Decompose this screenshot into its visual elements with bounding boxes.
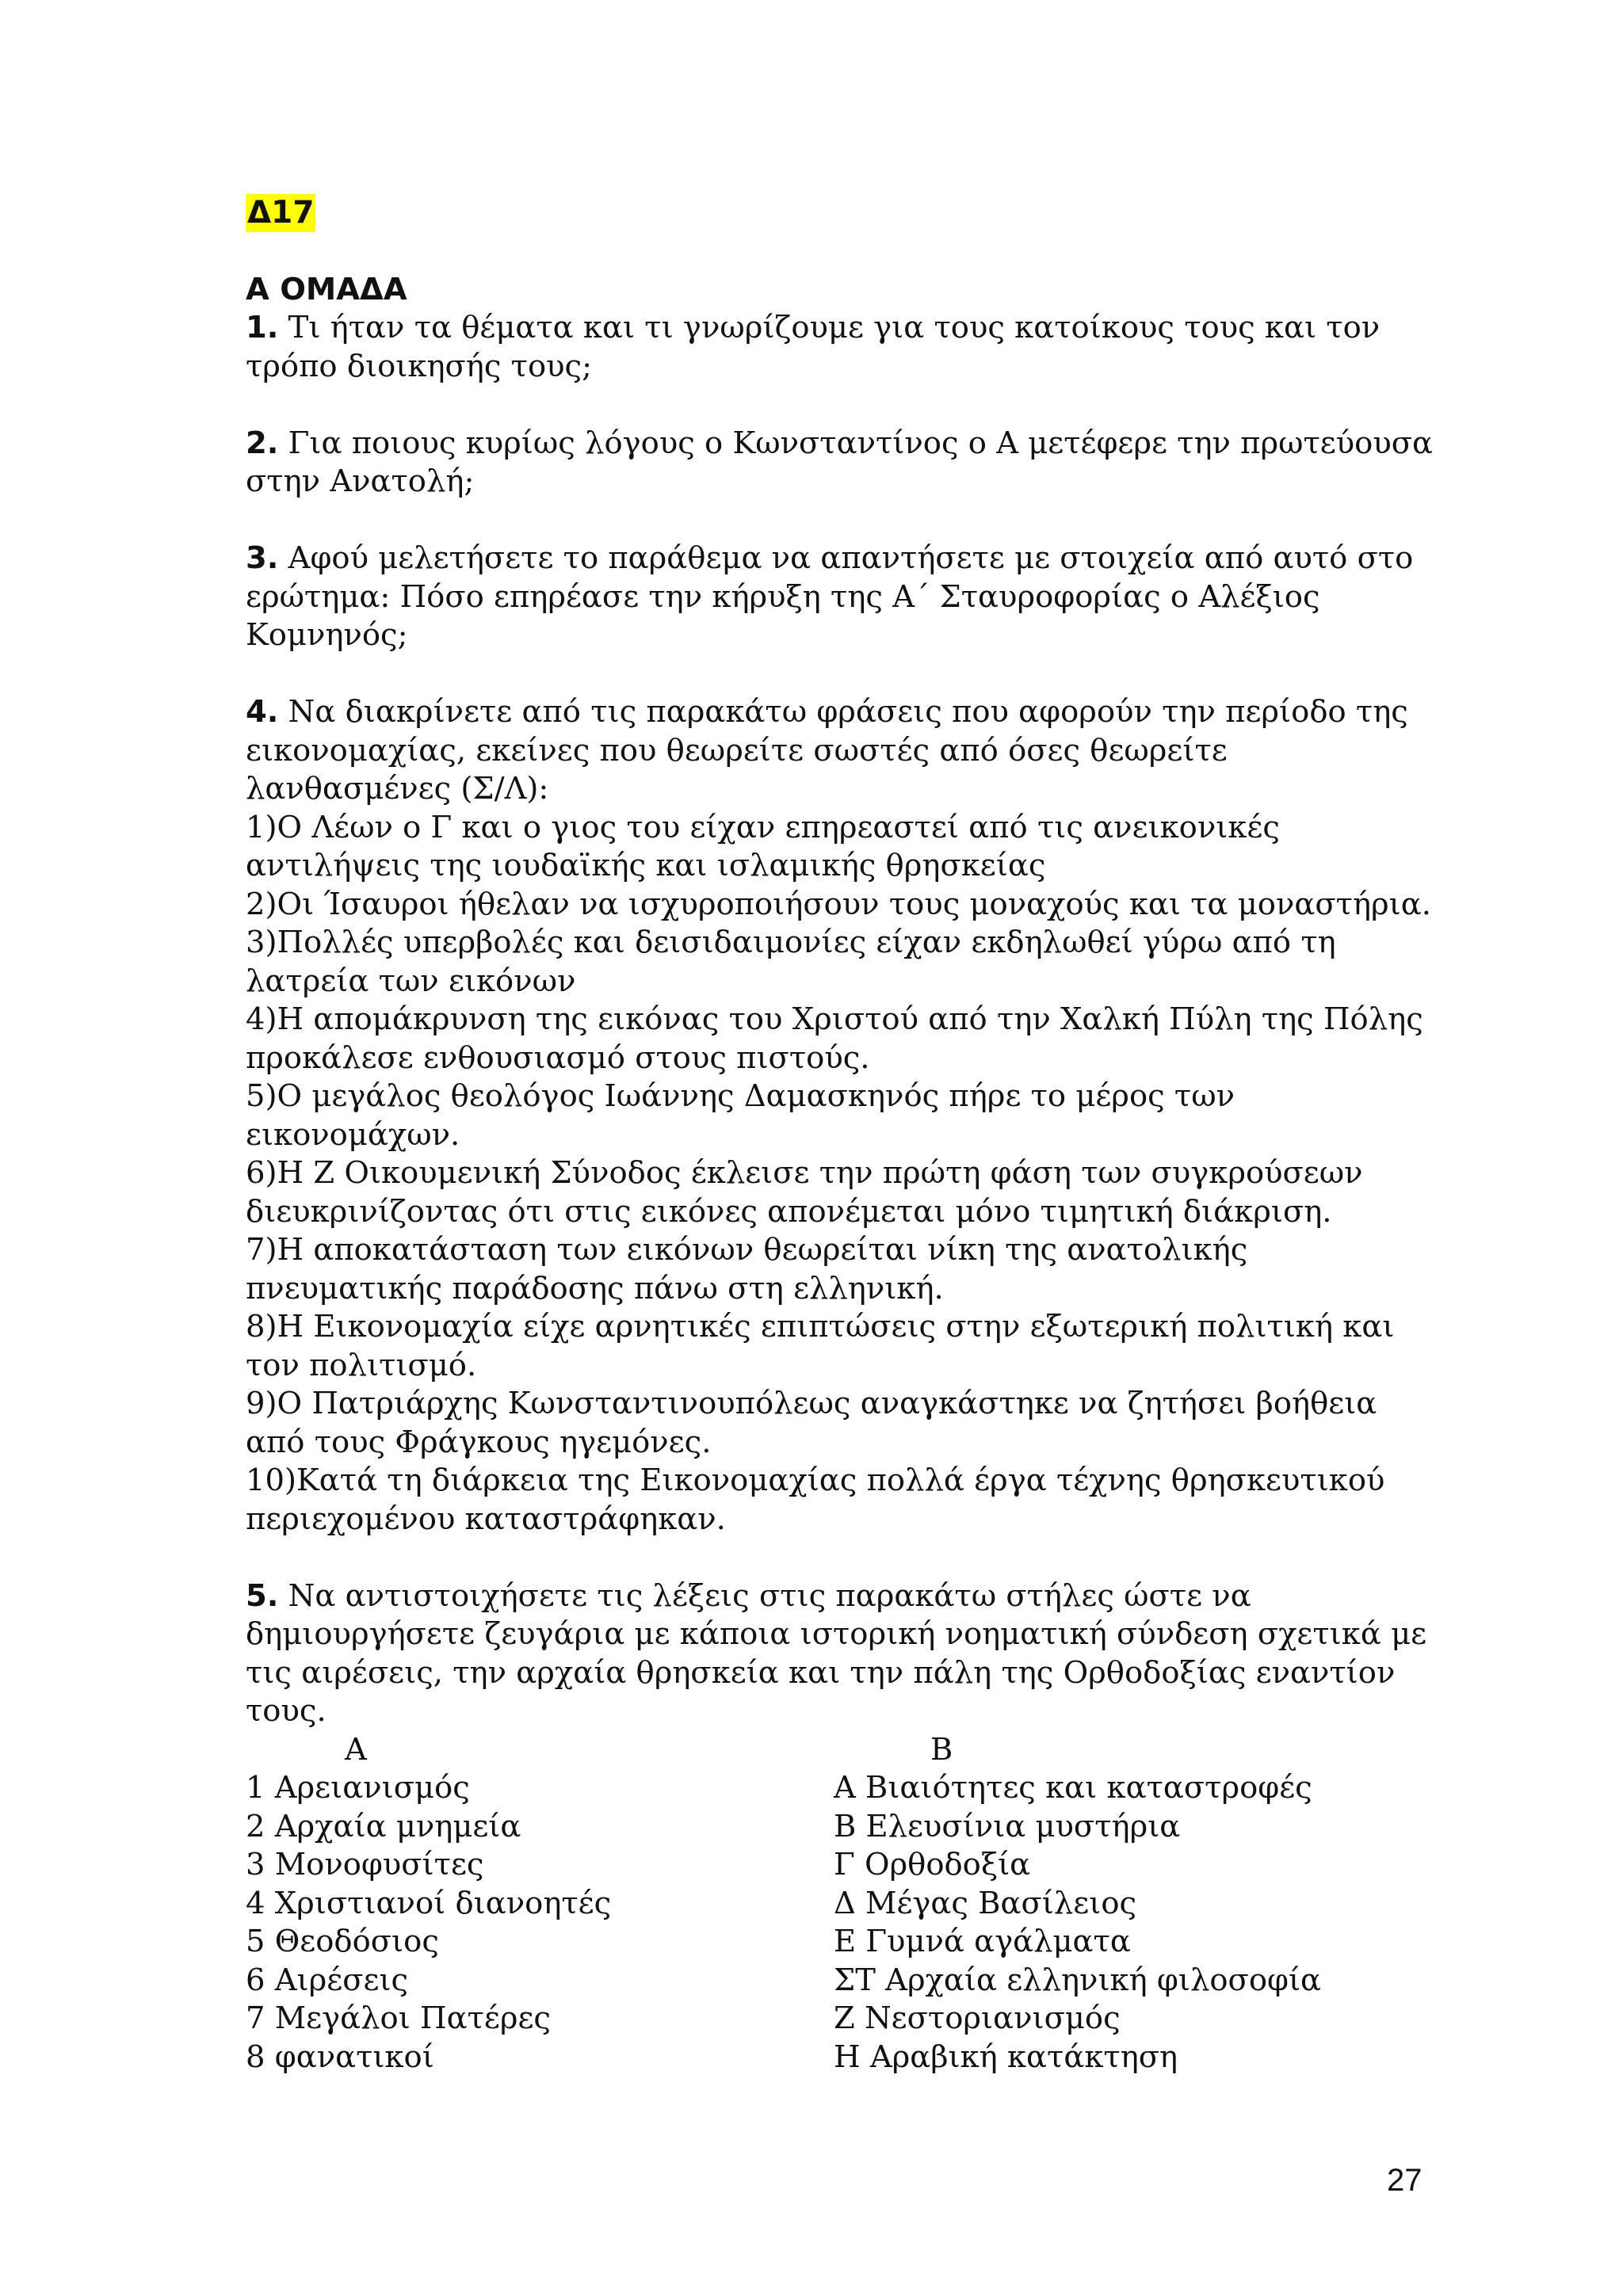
statement-5: 5)Ο μεγάλος θεολόγος Ιωάννης Δαμασκηνός πήρε το μέρος των εικονομάχων. [246, 1078, 1235, 1153]
column-b-item: Ζ Νεστοριανισμός [834, 2000, 1121, 2036]
column-b-header: Β [930, 1731, 953, 1768]
column-a-item: 2 Αρχαία μνημεία [246, 1808, 521, 1844]
question-number: 4. [246, 694, 279, 730]
column-b-item: Δ Μέγας Βασίλειος [834, 1885, 1137, 1921]
question-text: Τι ήταν τα θέματα και τι γνωρίζουμε για τους κατοίκους τους και τον τρόπο διοικησής τους; [246, 310, 1381, 384]
question-4 [246, 693, 1434, 1539]
document-code-highlight: Δ17 [247, 195, 315, 231]
column-a-item: 8 φανατικοί [246, 2039, 434, 2075]
column-a-item: 6 Αιρέσεις [246, 1962, 409, 1998]
question-number: 5. [246, 1577, 279, 1614]
statement-7: 7)Η αποκατάσταση των εικόνων θεωρείται νίκη της ανατολικής πνευματικής παράδοσης πάνω στη ελληνική. [246, 1232, 1248, 1306]
column-b-item: Β Ελευσίνια μυστήρια [834, 1808, 1181, 1844]
question-number: 1. [246, 310, 279, 345]
question-text: Για ποιους κυρίως λόγους ο Κωνσταντίνος ο Α μετέφερε την πρωτεύουσα στην Ανατολή; [246, 425, 1434, 499]
statement-6: 6)Η Ζ Οικουμενική Σύνοδος έκλεισε την πρώτη φάση των συγκρούσεων διευκρινίζοντας ότι στις εικόνες απονέμεται μόνο τιμητική διάκριση. [246, 1155, 1363, 1230]
question-3 [246, 540, 1434, 655]
statement-3: 3)Πολλές υπερβολές και δεισιδαιμονίες είχαν εκδηλωθεί γύρω από τη λατρεία των εικόνων [246, 925, 1336, 999]
column-b-item: ΣΤ Αρχαία ελληνική φιλοσοφία [834, 1962, 1322, 1998]
question-number: 3. [246, 540, 279, 576]
question-text: Να διακρίνετε από τις παρακάτω φράσεις που αφορούν την περίοδο της εικονομαχίας, εκείνες που θεωρείτε σωστές από όσες θεωρείτε λανθασμένες (Σ/Λ): [246, 694, 1408, 807]
statement-4: 4)Η απομάκρυνση της εικόνας του Χριστού από την Χαλκή Πύλη της Πόλης προκάλεσε ενθουσιασμό στους πιστούς. [246, 1001, 1423, 1076]
column-b-item: Α Βιαιότητες και καταστροφές [834, 1770, 1312, 1806]
matching-table [246, 1731, 1434, 2077]
column-b-item: Η Αραβική κατάκτηση [834, 2039, 1178, 2075]
statement-9: 9)Ο Πατριάρχης Κωνσταντινουπόλεως αναγκάστηκε να ζητήσει βοήθεια από τους Φράγκους ηγεμόνες. [246, 1386, 1377, 1460]
question-1 [246, 309, 1434, 386]
question-text: Αφού μελετήσετε το παράθεμα να απαντήσετε με στοιχεία από αυτό στο ερώτημα: Πόσο επηρέασε την κήρυξη της Α΄ Σταυροφορίας ο Αλέξιος Κομνηνός; [246, 540, 1414, 653]
statement-2: 2)Οι Ίσαυροι ήθελαν να ισχυροποιήσουν τους μοναχούς και τα μοναστήρια. [246, 886, 1431, 922]
column-b-item: Γ Ορθοδοξία [834, 1847, 1031, 1882]
document-code-line [246, 194, 1434, 233]
question-2 [246, 425, 1434, 502]
column-b-item: Ε Γυμνά αγάλματα [834, 1924, 1131, 1959]
column-a-item: 1 Αρειανισμός [246, 1770, 470, 1806]
column-a-header: Α [345, 1731, 367, 1768]
column-a-item: 4 Χριστιανοί διανοητές [246, 1885, 612, 1921]
group-title: Α ΟΜΑΔΑ [246, 271, 407, 307]
page-number: 27 [1387, 2163, 1423, 2198]
question-text: Να αντιστοιχήσετε τις λέξεις στις παρακάτω στήλες ώστε να δημιουργήσετε ζευγάρια με κάποια ιστορική νοηματική σύνδεση σχετικά με τις αιρέσεις, την αρχαία θρησκεία και την πάλη της Ορθοδοξίας εναντίον τους. [246, 1577, 1427, 1729]
question-number: 2. [246, 425, 279, 461]
statement-1: 1)Ο Λέων ο Γ και ο γιος του είχαν επηρεαστεί από τις ανεικονικές αντιλήψεις της ιουδαϊκής και ισλαμικής θρησκείας [246, 809, 1280, 883]
column-a-item: 7 Μεγάλοι Πατέρες [246, 2000, 551, 2036]
statement-8: 8)Η Εικονομαχία είχε αρνητικές επιπτώσεις στην εξωτερική πολιτική και τον πολιτισμό. [246, 1309, 1395, 1383]
statement-10: 10)Κατά τη διάρκεια της Εικονομαχίας πολλά έργα τέχνης θρησκευτικού περιεχομένου καταστράφηκαν. [246, 1463, 1385, 1537]
question-5 [246, 1577, 1434, 2077]
column-a-item: 5 Θεοδόσιος [246, 1924, 439, 1959]
column-a-item: 3 Μονοφυσίτες [246, 1847, 484, 1882]
document-page [246, 194, 1434, 2077]
